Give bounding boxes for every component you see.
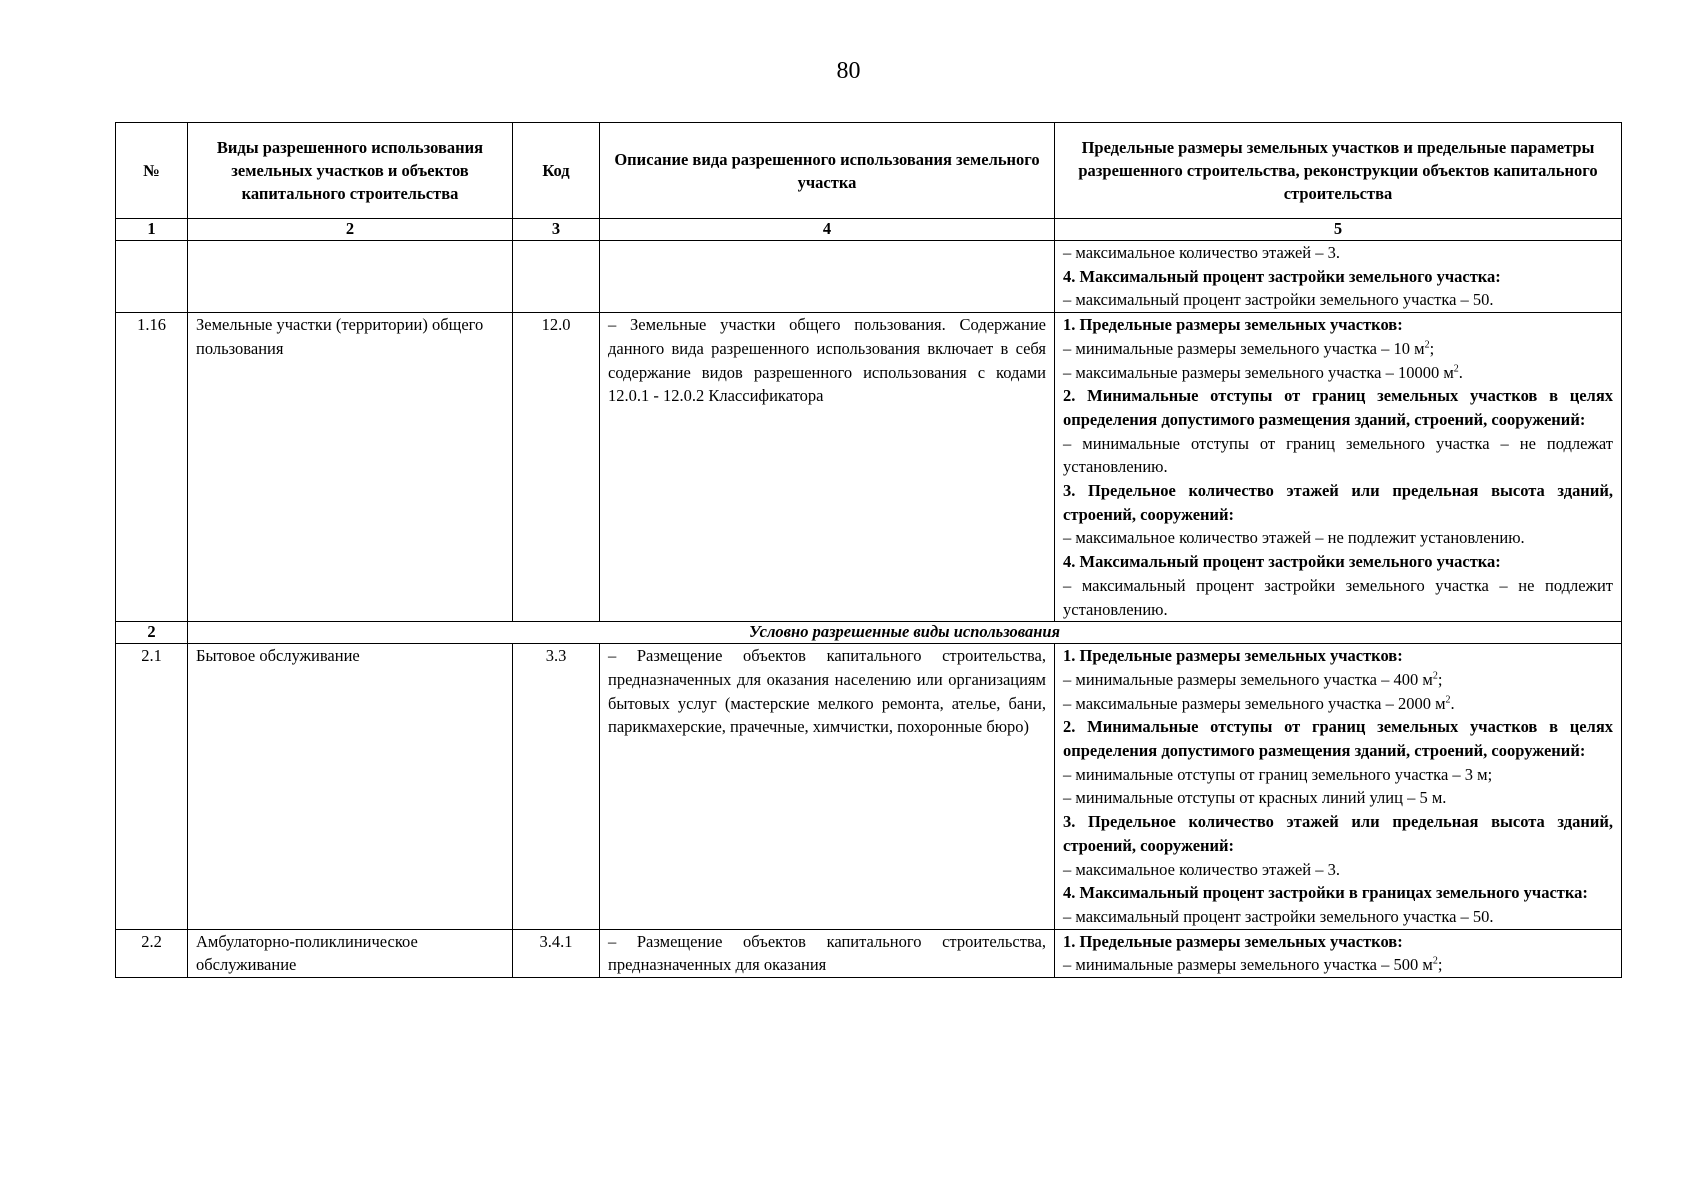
param-line: – максимальный процент застройки земельного участка – не подлежит установлению. xyxy=(1063,575,1613,619)
cell-num xyxy=(116,241,188,313)
param-line: – максимальные размеры земельного участка – 2000 $м^2$. xyxy=(1063,693,1455,713)
column-number: 3 xyxy=(513,219,600,241)
param-line: – минимальные размеры земельного участка – 500 $м^2$; xyxy=(1063,955,1443,975)
column-number-row xyxy=(116,219,1622,241)
cell-description: – Размещение объектов капитального строительства, предназначенных для оказания населению или организациям бытовых услуг (мастерские мелкого ремонта, ателье, бани, парикмахерские, прачечные, химчистки, похоронные бюро) xyxy=(600,644,1055,929)
param-line: – максимальный процент застройки земельного участка – 50. xyxy=(1063,290,1494,310)
section-row xyxy=(116,622,1622,644)
cell-num: 2.1 xyxy=(116,644,188,929)
cell-kind xyxy=(188,241,513,313)
param-line: – минимальные отступы от красных линий улиц – 5 м. xyxy=(1063,788,1447,808)
param-heading: 2. Минимальные отступы от границ земельных участков в целях определения допустимого размещения зданий, строений, сооружений: xyxy=(1063,386,1613,429)
column-number: 4 xyxy=(600,219,1055,241)
param-line: – минимальные размеры земельного участка – 400 $м^2$; xyxy=(1063,669,1443,689)
param-line: – максимальное количество этажей – не подлежит установлению. xyxy=(1063,528,1525,548)
page-number: 80 xyxy=(836,58,861,84)
table-row-2-1 xyxy=(116,644,1622,929)
header-num: № xyxy=(116,123,188,219)
cell-code: 3.3 xyxy=(513,644,600,929)
cell-description: – Размещение объектов капитального строительства, предназначенных для оказания xyxy=(600,929,1055,977)
param-heading: 4. Максимальный процент застройки земельного участка: xyxy=(1063,266,1501,286)
param-heading: 4. Максимальный процент застройки земельного участка: xyxy=(1063,552,1501,572)
header-code: Код xyxy=(513,123,600,219)
param-heading: 2. Минимальные отступы от границ земельных участков в целях определения допустимого размещения зданий, строений, сооружений: xyxy=(1063,717,1613,761)
param-line: – минимальные размеры земельного участка – 10 $м^2$; xyxy=(1063,338,1435,358)
land-use-table xyxy=(115,122,1622,978)
cell-num: 1.16 xyxy=(116,313,188,622)
param-heading: 1. Предельные размеры земельных участков: xyxy=(1063,646,1403,666)
section-num: 2 xyxy=(116,622,188,644)
cell-params xyxy=(1055,241,1622,313)
param-heading: 4. Максимальный процент застройки в границах земельного участка: xyxy=(1063,883,1588,903)
cell-params xyxy=(1055,644,1622,929)
header-description: Описание вида разрешенного использования земельного участка xyxy=(600,123,1055,219)
cell-description: – Земельные участки общего пользования. Содержание данного вида разрешенного использования включает в себя содержание видов разрешенного использования с кодами 12.0.1 - 12.0.2 Классификатора xyxy=(600,313,1055,622)
section-title: Условно разрешенные виды использования xyxy=(188,622,1622,644)
param-line: – минимальные отступы от границ земельного участка – не подлежат установлению. xyxy=(1063,433,1613,477)
cell-code xyxy=(513,241,600,313)
cell-kind: Бытовое обслуживание xyxy=(188,644,513,929)
param-line: – максимальное количество этажей – 3. xyxy=(1063,243,1340,262)
param-heading: 1. Предельные размеры земельных участков: xyxy=(1063,931,1403,951)
cell-kind: Амбулаторно-поликлиническое обслуживание xyxy=(188,929,513,977)
header-params: Предельные размеры земельных участков и предельные параметры разрешенного строительства, реконструкции объектов капитального строительства xyxy=(1055,123,1622,219)
header-kind: Виды разрешенного использования земельных участков и объектов капитального строительства xyxy=(188,123,513,219)
param-line: – максимальный процент застройки земельного участка – 50. xyxy=(1063,906,1494,926)
cell-num: 2.2 xyxy=(116,929,188,977)
cell-code: 12.0 xyxy=(513,313,600,622)
column-number: 1 xyxy=(116,219,188,241)
table-row-1-16 xyxy=(116,313,1622,622)
cell-params xyxy=(1055,929,1622,977)
param-line: – максимальные размеры земельного участка – 10000 $м^2$. xyxy=(1063,362,1463,382)
param-heading: 1. Предельные размеры земельных участков: xyxy=(1063,315,1403,335)
param-line: – минимальные отступы от границ земельного участка – 3 м; xyxy=(1063,764,1493,784)
table-row-continued xyxy=(116,241,1622,313)
column-number: 2 xyxy=(188,219,513,241)
cell-code: 3.4.1 xyxy=(513,929,600,977)
cell-description xyxy=(600,241,1055,313)
param-heading: 3. Предельное количество этажей или предельная высота зданий, строений, сооружений: xyxy=(1063,812,1613,855)
cell-params xyxy=(1055,313,1622,622)
param-line: – максимальное количество этажей – 3. xyxy=(1063,859,1340,879)
cell-kind: Земельные участки (территории) общего пользования xyxy=(188,313,513,622)
table-header-row xyxy=(116,123,1622,219)
column-number: 5 xyxy=(1055,219,1622,241)
param-heading: 3. Предельное количество этажей или предельная высота зданий, строений, сооружений: xyxy=(1063,481,1613,524)
table-row-2-2 xyxy=(116,929,1622,977)
